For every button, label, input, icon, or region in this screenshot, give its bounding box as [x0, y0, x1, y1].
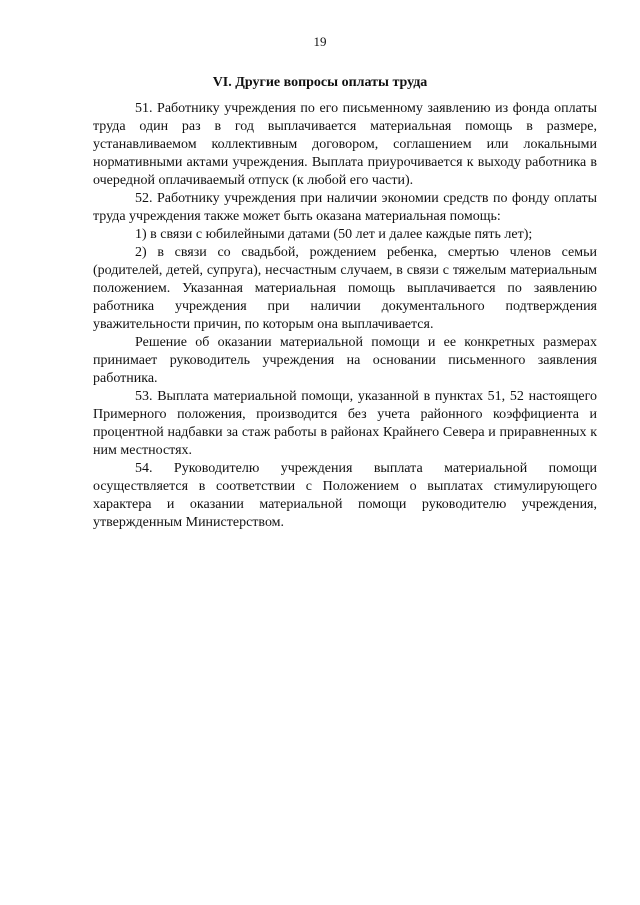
paragraph-53: 53. Выплата материальной помощи, указанной в пунктах 51, 52 настоящего Примерного положения, производится без учета районного коэффициента и процентной надбавки за стаж работы в районах Крайнего Севера и приравненных к ним местностях. — [93, 389, 597, 458]
paragraph-52-item-2: 2) в связи со свадьбой, рождением ребенка, смертью членов семьи (родителей, детей, супруга), несчастным случаем, в связи с тяжелым материальным положением. Указанная материальная помощь выплачивается по заявлению работника учреждения при наличии документального подтверждения уважительности причин, по которым она выплачивается. — [93, 245, 597, 332]
document-body — [93, 100, 597, 532]
page-number: 19 — [313, 34, 327, 49]
paragraph-51: 51. Работнику учреждения по его письменному заявлению из фонда оплаты труда один раз в год выплачивается материальная помощь в размере, устанавливаемом коллективным договором, соглашением или локальными нормативными актами учреждения. Выплата приурочивается к выходу работника в очередной оплачиваемый отпуск (к любой его части). — [93, 101, 597, 188]
paragraph-decision: Решение об оказании материальной помощи и ее конкретных размерах принимает руководитель учреждения на основании письменного заявления работника. — [93, 335, 597, 386]
section-title: VI. Другие вопросы оплаты труда — [212, 75, 428, 90]
paragraph-52-item-1: 1) в связи с юбилейными датами (50 лет и далее каждые пять лет); — [135, 227, 533, 242]
paragraph-54: 54. Руководителю учреждения выплата материальной помощи осуществляется в соответствии с Положением о выплатах стимулирующего характера и оказании материальной помощи руководителю учреждения, утвержденным Министерством. — [93, 461, 597, 530]
paragraph-52: 52. Работнику учреждения при наличии экономии средств по фонду оплаты труда учреждения также может быть оказана материальная помощь: — [93, 191, 597, 224]
